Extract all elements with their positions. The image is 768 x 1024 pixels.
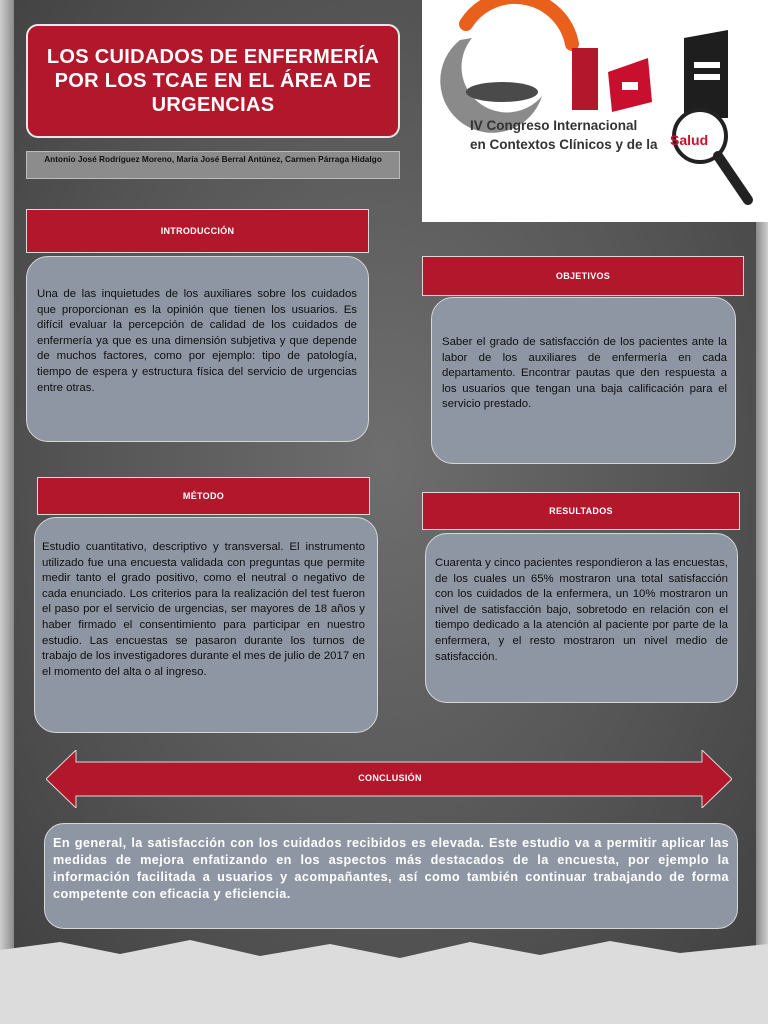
introduccion-header: INTRODUCCIÓN xyxy=(26,209,369,253)
congress-logo xyxy=(422,0,768,222)
left-paper-border xyxy=(0,0,14,1024)
congress-name xyxy=(470,116,658,154)
conclusion-header: CONCLUSIÓN xyxy=(358,773,422,783)
introduccion-text: Una de las inquietudes de los auxiliares sobre los cuidados que proporcionan es la opinión que tienen los usuarios. Es difícil evaluar la percepción de calidad de los cuidados de enfermería ya que es una dimensión subjetiva y que depende de muchos factores, como por ejemplo: tipo de patología, tiempo de espera y estructura física del servicio de urgencias entre otras. xyxy=(26,256,369,442)
title-banner xyxy=(26,24,400,138)
objetivos-header: OBJETIVOS xyxy=(422,256,744,296)
congress-line-1: IV Congreso Internacional xyxy=(470,118,638,133)
objetivos-text: Saber el grado de satisfacción de los pacientes ante la labor de los auxiliares de enfermería en cada departamento. Encontrar pautas que den respuesta a los usuarios que tengan una baja calificación para el servicio prestado. xyxy=(431,297,736,464)
resultados-text: Cuarenta y cinco pacientes respondieron a las encuestas, de los cuales un 65% mostraron una total satisfacción con los cuidados de la enfermera, un 10% mostraron un nivel de satisfacción bajo, sobretodo en relación con el tiempo dedicado a la atención al paciente por parte de la enfermera, y el resto mostraron un nivel medio de satisfacción. xyxy=(425,533,738,703)
congress-salud: Salud xyxy=(670,132,709,148)
congress-logo-graphic xyxy=(422,0,768,222)
authors-bar: Antonio José Rodríguez Moreno, María José Berral Antúnez, Carmen Párraga Hidalgo xyxy=(26,151,400,179)
congress-line-2: en Contextos Clínicos y de la xyxy=(470,137,658,152)
right-paper-border xyxy=(756,220,768,1024)
metodo-header: MÉTODO xyxy=(37,477,370,515)
metodo-text: Estudio cuantitativo, descriptivo y transversal. El instrumento utilizado fue una encuesta validada con preguntas que permite medir tanto el grado positivo, como el neutral o negativo de cada enunciado. Los criterios para la realización del test fueron el paso por el servicio de urgencias, ser mayores de 18 años y haber firmado el consentimiento para participar en nuestro estudio. Las encuestas se pasaron durante los turnos de trabajo de los investigadores durante el mes de julio de 2017 en el momento del alta o al ingreso. xyxy=(34,517,378,733)
poster-title: LOS CUIDADOS DE ENFERMERÍA POR LOS TCAE EN EL ÁREA DE URGENCIAS xyxy=(46,46,380,116)
conclusion-text: En general, la satisfacción con los cuidados recibidos es elevada. Este estudio va a permitir aplicar las medidas de mejora enfatizando en los aspectos más destacados de la encuesta, por ejemplo la información facilitada a usuarios y acompañantes, así como también continuar trabajando de forma competente con eficacia y eficiencia. xyxy=(44,823,738,929)
torn-paper-edge xyxy=(0,920,768,1024)
resultados-header: RESULTADOS xyxy=(422,492,740,530)
